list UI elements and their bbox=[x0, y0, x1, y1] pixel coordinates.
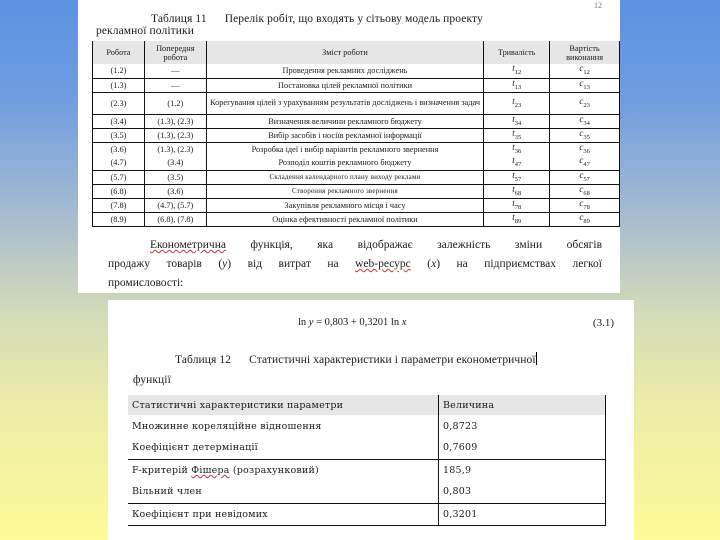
cell-content: Розробка ідеї і вибір варіантів рекламного звернення bbox=[206, 142, 484, 156]
cell-duration: $t_{57}$ bbox=[484, 170, 550, 184]
cell-duration: $t_{35}$ bbox=[484, 128, 550, 142]
cell-work: (7.8) bbox=[93, 198, 145, 212]
cell-work: (3.5) bbox=[93, 128, 145, 142]
table-row bbox=[128, 481, 606, 503]
cell-work: (5.7) bbox=[93, 170, 145, 184]
cell-duration: $t_{12}$ bbox=[484, 64, 550, 78]
cell-content: Розподіл коштів рекламного бюджету bbox=[206, 156, 484, 170]
cell-cost: $c_{34}$ bbox=[550, 114, 620, 128]
cell-characteristic: Коефіцієнт детермінації bbox=[132, 442, 258, 454]
cell-prev: (1.3), (2.3) bbox=[144, 128, 206, 142]
cell-cost: $c_{47}$ bbox=[550, 156, 620, 170]
table-header-row bbox=[128, 395, 606, 415]
formula: ln y = 0,803 + 0,3201 ln x bbox=[298, 317, 407, 328]
header-duration: Тривалість bbox=[484, 41, 550, 64]
table-row bbox=[93, 142, 620, 156]
cell-cost: $c_{35}$ bbox=[550, 128, 620, 142]
table-11-caption bbox=[96, 13, 606, 37]
cell-duration: $t_{23}$ bbox=[484, 92, 550, 114]
header-content: Зміст роботи bbox=[206, 41, 484, 64]
text-cursor bbox=[536, 352, 537, 365]
cell-value: 0,803 bbox=[439, 481, 606, 503]
table-12-title: Статистичні характеристики і параметри економетричної bbox=[249, 354, 536, 366]
cell-content: Складення календарного плану виходу реклами bbox=[206, 170, 484, 184]
table-11-title-line2: рекламної політики bbox=[96, 25, 194, 37]
cell-content: Оцінка ефективності рекламної політики bbox=[206, 212, 484, 226]
table-row bbox=[128, 415, 606, 437]
spellcheck-word[interactable]: Економетрична bbox=[150, 239, 226, 251]
cell-duration: $t_{68}$ bbox=[484, 184, 550, 198]
document-page-1 bbox=[78, 0, 620, 293]
table-row bbox=[128, 503, 606, 525]
header-work: Робота bbox=[93, 41, 145, 64]
cell-value: 0,8723 bbox=[439, 415, 606, 437]
cell-prev: (1.3), (2.3) bbox=[144, 142, 206, 156]
paragraph-line-3: промисловості: bbox=[108, 277, 184, 289]
econometric-paragraph bbox=[108, 236, 602, 293]
cell-characteristic: Множинне кореляційне відношення bbox=[132, 420, 322, 432]
table-row bbox=[93, 212, 620, 226]
paragraph-line-1: Економетрична функція, яка відображає залежність зміни обсягів bbox=[150, 239, 602, 251]
cell-prev: (4.7), (5.7) bbox=[144, 198, 206, 212]
cell-prev: (3.6) bbox=[144, 184, 206, 198]
cell-prev: (3.4) bbox=[144, 156, 206, 170]
cell-content: Закупівля рекламного місця і часу bbox=[206, 198, 484, 212]
cell-prev: (3.5) bbox=[144, 170, 206, 184]
cell-value: 0,7609 bbox=[439, 437, 606, 459]
cell-cost: $c_{89}$ bbox=[550, 212, 620, 226]
cell-duration: $t_{78}$ bbox=[484, 198, 550, 212]
cell-cost: $c_{57}$ bbox=[550, 170, 620, 184]
header-value: Величина bbox=[439, 395, 606, 415]
cell-prev: (1.2) bbox=[144, 92, 206, 114]
table-row bbox=[93, 78, 620, 92]
table-row bbox=[93, 184, 620, 198]
cell-work: (6.8) bbox=[93, 184, 145, 198]
work-list-table bbox=[92, 41, 620, 227]
cell-prev: (6.8), (7.8) bbox=[144, 212, 206, 226]
header-cost: Вартість виконання bbox=[550, 41, 620, 64]
cell-cost: $c_{12}$ bbox=[550, 64, 620, 78]
cell-cost: $c_{68}$ bbox=[550, 184, 620, 198]
cell-cost: $c_{23}$ bbox=[550, 92, 620, 114]
cell-duration: $t_{89}$ bbox=[484, 212, 550, 226]
table-12-caption bbox=[133, 350, 614, 390]
cell-cost: $c_{13}$ bbox=[550, 78, 620, 92]
table-11-number: Таблиця 11 bbox=[151, 13, 207, 25]
table-row bbox=[93, 198, 620, 212]
cell-content: Вибір засобів і носіїв рекламної інформації bbox=[206, 128, 484, 142]
statistics-table bbox=[128, 395, 606, 526]
cell-work: (3.6) bbox=[93, 142, 145, 156]
formula-number: (3.1) bbox=[592, 317, 614, 329]
cell-prev: — bbox=[144, 78, 206, 92]
cell-duration: $t_{13}$ bbox=[484, 78, 550, 92]
document-page-2 bbox=[108, 300, 634, 540]
table-row bbox=[93, 92, 620, 114]
cell-duration: $t_{34}$ bbox=[484, 114, 550, 128]
table-row bbox=[128, 437, 606, 459]
cell-content: Корегування цілей з урахуванням результатів досліджень і визначення задач bbox=[206, 92, 484, 114]
page-number: 12 bbox=[594, 1, 602, 10]
cell-prev: (1.3), (2.3) bbox=[144, 114, 206, 128]
table-12-title-line2: функції bbox=[133, 374, 171, 386]
cell-work: (2.3) bbox=[93, 92, 145, 114]
table-12-number: Таблиця 12 bbox=[175, 354, 232, 366]
table-row bbox=[93, 64, 620, 78]
table-row bbox=[93, 156, 620, 170]
table-row bbox=[128, 459, 606, 481]
paragraph-line-2: продажу товарів (y) від витрат на web-ресурс (x) на підприємствах легкої bbox=[108, 258, 602, 270]
cell-cost: $c_{36}$ bbox=[550, 142, 620, 156]
cell-characteristic: Вільний член bbox=[132, 486, 202, 498]
cell-characteristic: Коефіцієнт при невідомих bbox=[128, 503, 439, 525]
cell-content: Визначення величини рекламного бюджету bbox=[206, 114, 484, 128]
cell-work: (3.4) bbox=[93, 114, 145, 128]
cell-content: Проведення рекламних досліджень bbox=[206, 64, 484, 78]
cell-duration: $t_{36}$ bbox=[484, 142, 550, 156]
table-row bbox=[93, 170, 620, 184]
cell-characteristic: F-критерій Фішера (розрахунковий) bbox=[128, 459, 439, 481]
cell-work: (1.2) bbox=[93, 64, 145, 78]
cell-value: 185,9 bbox=[439, 459, 606, 481]
cell-content: Створення рекламного звернення bbox=[206, 184, 484, 198]
header-characteristic: Статистичні характеристики параметри bbox=[128, 395, 439, 415]
table-row bbox=[93, 114, 620, 128]
spellcheck-word[interactable]: Фішера bbox=[191, 464, 230, 476]
cell-prev: — bbox=[144, 64, 206, 78]
cell-work: (1.3) bbox=[93, 78, 145, 92]
table-11-title: Перелік робіт, що входять у сітьову модель проекту bbox=[224, 13, 483, 25]
cell-cost: $c_{78}$ bbox=[550, 198, 620, 212]
cell-work: (8.9) bbox=[93, 212, 145, 226]
cell-content: Постановка цілей рекламної політики bbox=[206, 78, 484, 92]
cell-value: 0,3201 bbox=[439, 503, 606, 525]
cell-duration: $t_{47}$ bbox=[484, 156, 550, 170]
header-previous-work: Попередня робота bbox=[144, 41, 206, 64]
cell-work: (4.7) bbox=[93, 156, 145, 170]
table-header-row bbox=[93, 41, 620, 64]
table-row bbox=[93, 128, 620, 142]
spellcheck-word[interactable]: web-ресурс bbox=[355, 258, 411, 270]
